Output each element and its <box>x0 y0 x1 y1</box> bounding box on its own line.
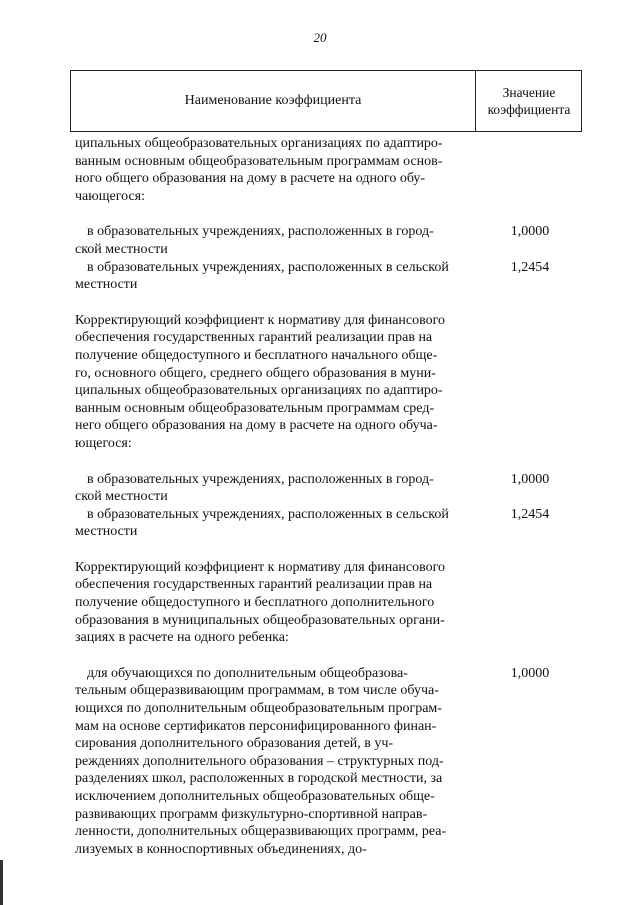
coefficient-value: 1,2454 <box>510 506 550 522</box>
text-line: него общего образования на дому в расчете на одного обуча- <box>75 418 438 434</box>
section-intro <box>75 135 475 205</box>
row-description <box>75 259 475 294</box>
text-line: в образовательных учреждениях, расположенных в сельской <box>87 259 449 275</box>
text-line: ской местности <box>75 241 168 257</box>
text-line: ного общего образования на дому в расчете на одного обу- <box>75 171 426 187</box>
text-line: обеспечения государственных гарантий реализации прав на <box>75 330 433 346</box>
text-line: для обучающихся по дополнительным общеобразова- <box>87 665 408 681</box>
coefficient-table-header <box>70 70 582 132</box>
text-line: Корректирующий коэффициент к нормативу для финансового <box>75 559 446 575</box>
column-header-value-line2: коэффициента <box>487 102 571 117</box>
column-header-value-line1: Значение <box>502 85 556 100</box>
text-line: получение общедоступного и бесплатного начального обще- <box>75 347 438 363</box>
text-line: ющегося: <box>75 435 132 451</box>
row-description <box>75 506 475 541</box>
scan-edge-mark <box>0 860 3 905</box>
coefficient-value: 1,0000 <box>510 665 550 681</box>
text-line: зациях в расчете на одного ребенка: <box>75 630 289 646</box>
text-line: ципальных общеобразовательных организациях по адаптиро- <box>75 383 443 399</box>
section-intro <box>75 559 475 647</box>
text-line: ющихся по дополнительным общеобразовательным програм- <box>75 701 442 717</box>
text-line: разделениях школ, расположенных в городской местности, за <box>75 771 443 787</box>
coefficient-row <box>75 471 585 506</box>
row-description <box>75 471 475 506</box>
text-line: ской местности <box>75 489 168 505</box>
coefficient-value: 1,0000 <box>510 471 550 487</box>
coefficient-value: 1,0000 <box>510 224 550 240</box>
row-description <box>75 223 475 258</box>
text-line: Корректирующий коэффициент к нормативу для финансового <box>75 312 446 328</box>
text-line: образования в муниципальных общеобразовательных органи- <box>75 612 445 628</box>
coefficient-value: 1,2454 <box>510 259 550 275</box>
coefficient-row <box>75 665 585 859</box>
column-header-name: Наименование коэффициента <box>184 93 362 108</box>
text-line: ванным основным общеобразовательным программам сред- <box>75 400 435 416</box>
coefficient-row <box>75 259 585 294</box>
text-line: чающегося: <box>75 188 145 204</box>
text-line: сирования дополнительного образования детей, в уч- <box>75 736 394 752</box>
text-line: мам на основе сертификатов персонифицированного финан- <box>75 718 437 734</box>
text-line: го, основного общего, среднего общего образования в муни- <box>75 365 436 381</box>
coefficient-row <box>75 223 585 258</box>
text-line: местности <box>75 524 138 540</box>
text-line: получение общедоступного и бесплатного дополнительного <box>75 595 435 611</box>
section-intro <box>75 312 475 453</box>
column-header-value <box>475 71 582 131</box>
coefficient-row <box>75 506 585 541</box>
text-line: исключением дополнительных общеобразовательных обще- <box>75 789 435 804</box>
text-line: в образовательных учреждениях, расположенных в город- <box>87 224 434 240</box>
text-line: обеспечения государственных гарантий реализации прав на <box>75 577 433 593</box>
text-line: тельным общеразвивающим программам, в том числе обуча- <box>75 683 439 699</box>
text-line: лизуемых в конноспортивных объединениях, до- <box>75 841 367 857</box>
page-number: 20 <box>313 30 327 45</box>
text-line: ванным основным общеобразовательным программам основ- <box>75 153 443 169</box>
row-description <box>75 665 475 859</box>
text-line: реждениях дополнительного образования – структурных под- <box>75 753 444 769</box>
text-line: местности <box>75 277 138 293</box>
text-line: развивающих программ физкультурно-спортивной направ- <box>75 806 428 822</box>
text-line: ципальных общеобразовательных организациях по адаптиро- <box>75 136 443 151</box>
text-line: ленности, дополнительных общеразвивающих программ, реа- <box>75 824 447 840</box>
text-line: в образовательных учреждениях, расположенных в город- <box>87 471 434 487</box>
document-body <box>75 135 585 858</box>
text-line: в образовательных учреждениях, расположенных в сельской <box>87 506 449 522</box>
